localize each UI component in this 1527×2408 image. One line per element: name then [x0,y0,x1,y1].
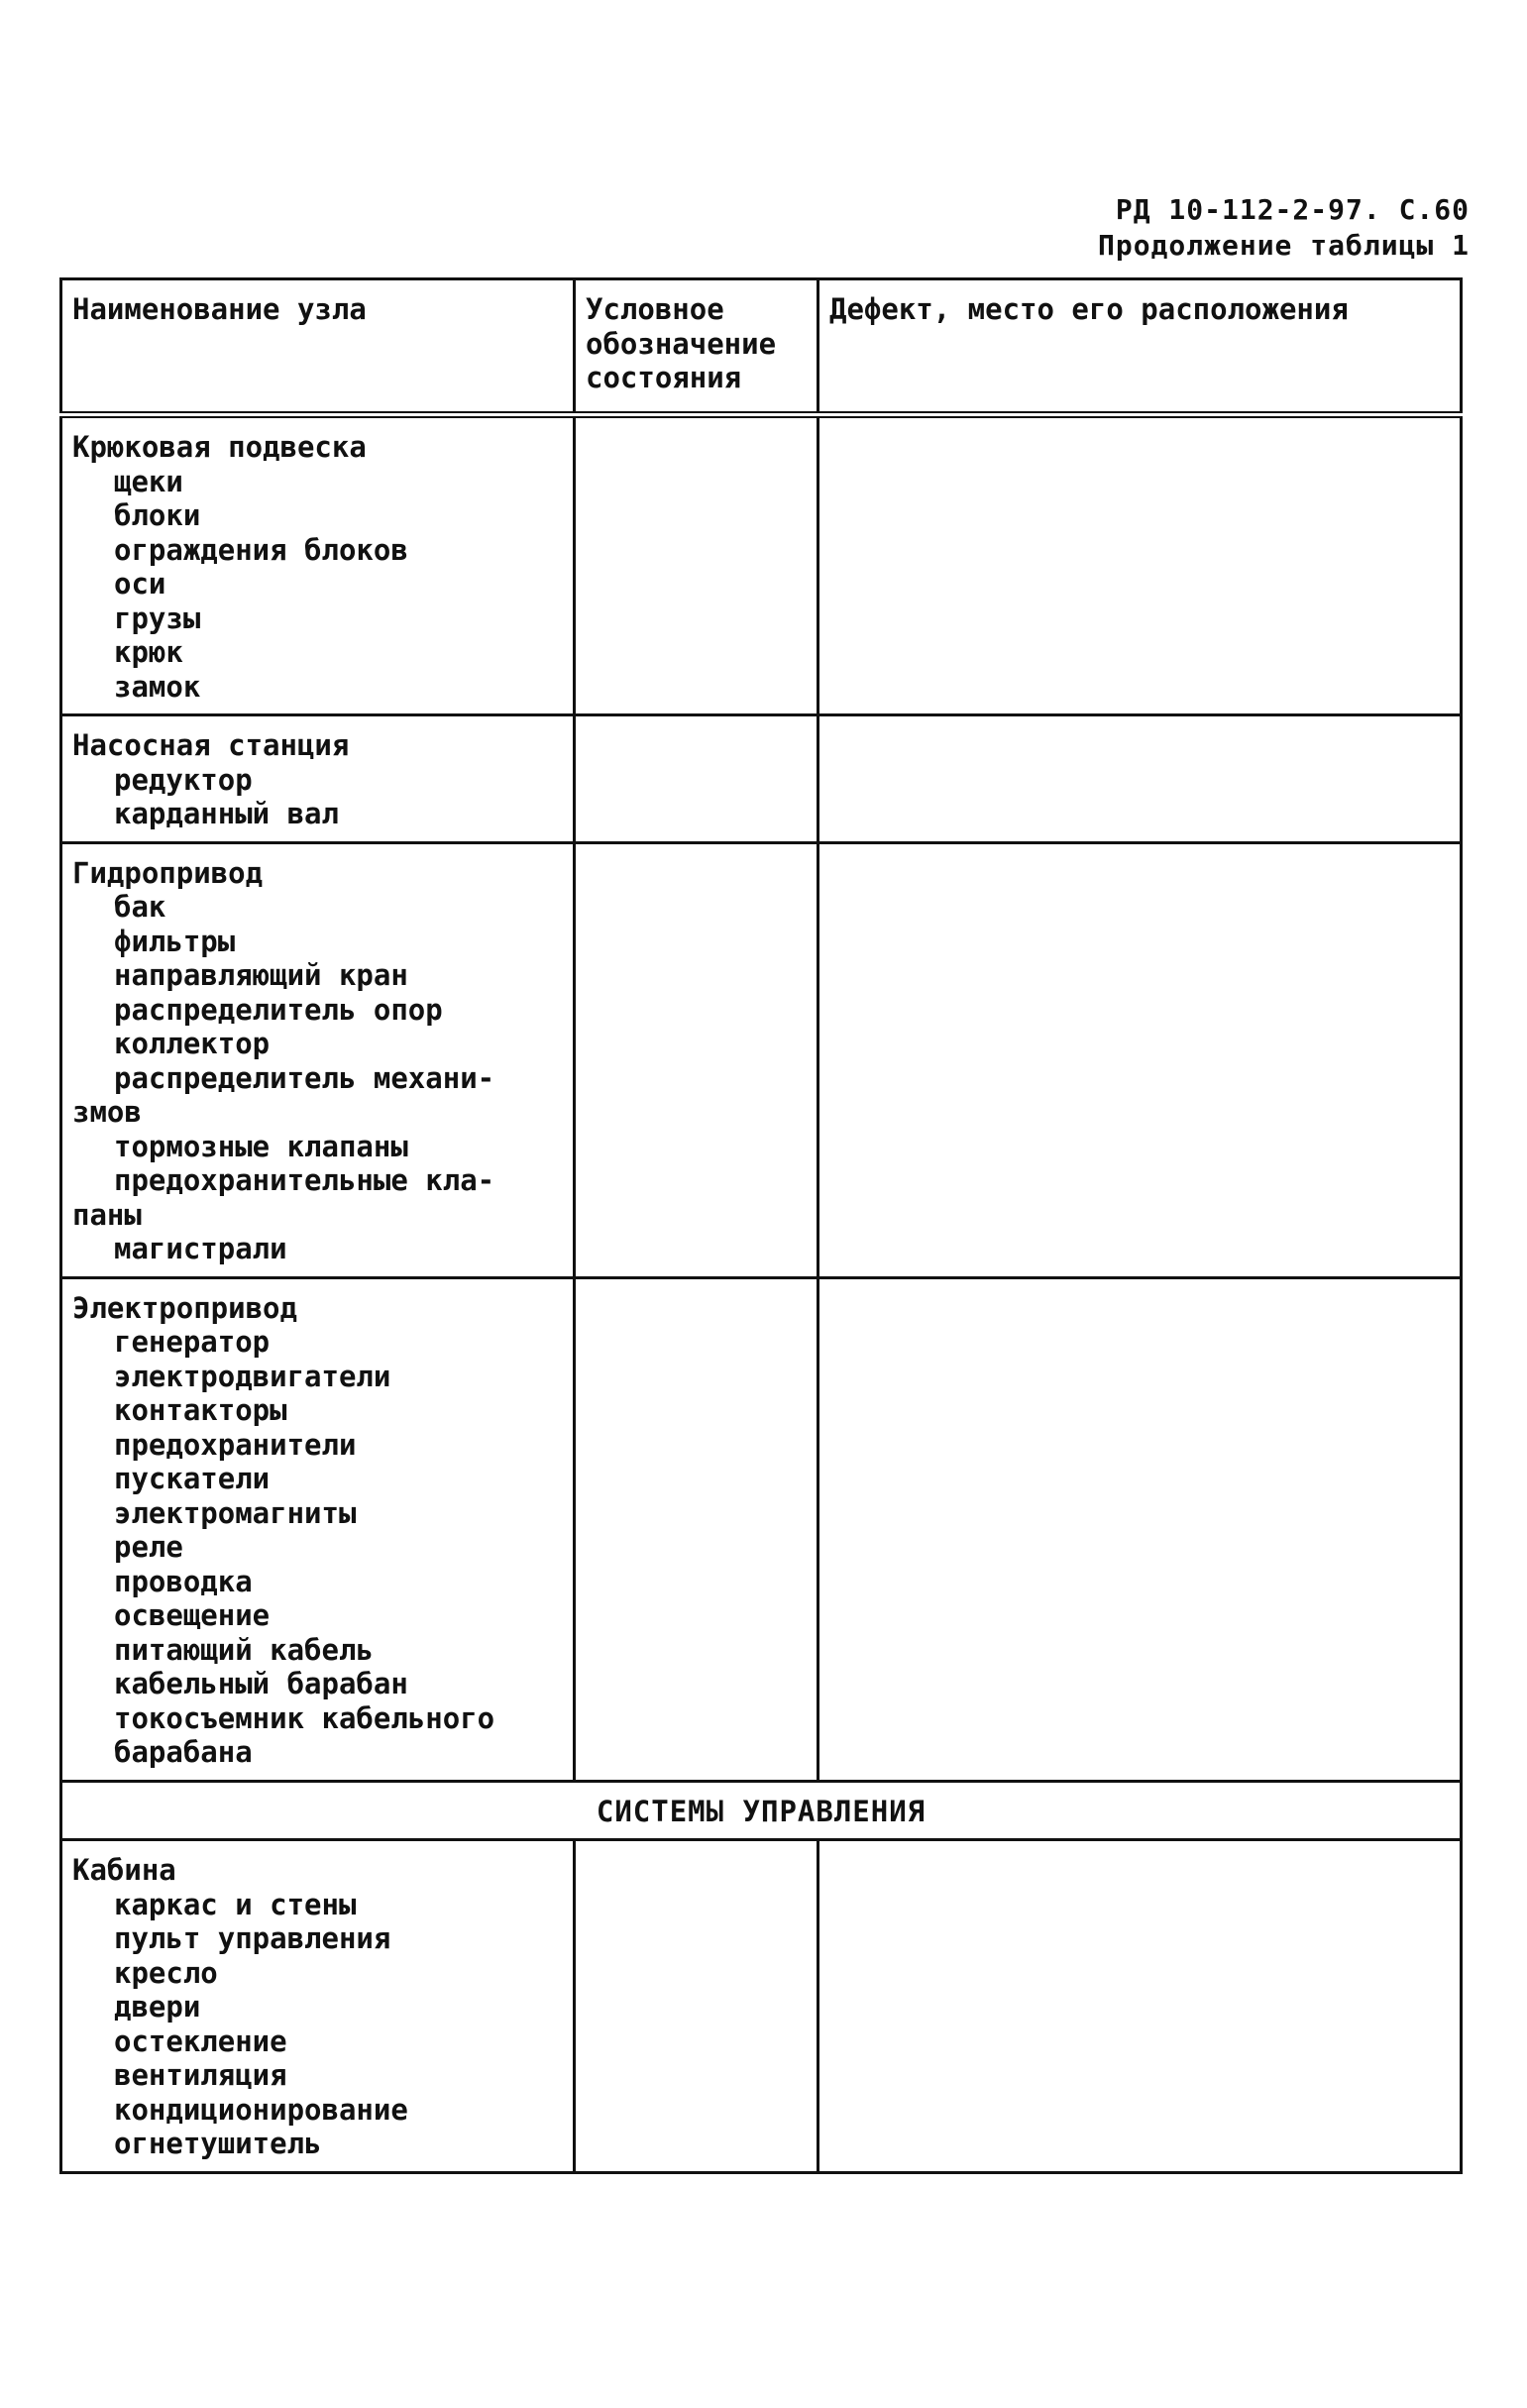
unit-cell [61,1840,575,2173]
unit-item: токосъемник кабельного [114,1700,495,1735]
unit-item: остекление [114,2024,287,2058]
unit-item: проводка [114,1564,253,1598]
unit-item: двери [114,1990,201,2024]
unit-item: пускатели [114,1462,271,1495]
unit-group-title: Крюковая подвеска [72,430,367,464]
unit-item: паны [72,1197,142,1232]
unit-item: фильтры [114,924,236,958]
unit-item: замок [114,669,201,704]
table-row [61,415,1462,715]
unit-item: магистрали [114,1232,287,1265]
unit-cell [61,1277,575,1781]
unit-item: генератор [114,1325,271,1359]
defect-location-cell [818,415,1462,715]
unit-item: электродвигатели [114,1359,391,1393]
unit-item: карданный вал [114,797,339,830]
unit-group-title: Насосная станция [72,728,350,762]
header-condition-code: Условное обозначение состояния [575,279,818,415]
unit-item: электромагниты [114,1495,357,1530]
unit-item: оси [114,567,166,601]
unit-item: освещение [114,1598,271,1632]
doc-reference: РД 10-112-2-97. С.60 [1115,193,1470,226]
unit-group-title: Кабина [72,1853,176,1887]
unit-item: реле [114,1530,183,1564]
unit-item: ограждения блоков [114,532,408,567]
unit-item: пульт управления [114,1921,391,1955]
unit-item: крюк [114,635,183,669]
table-row [61,1277,1462,1781]
unit-item: предохранительные кла- [114,1163,495,1197]
defects-table [59,277,1463,2174]
defect-location-cell [818,1840,1462,2173]
unit-item: редуктор [114,762,253,797]
unit-item: вентиляция [114,2058,287,2092]
unit-group-title: Гидропривод [72,855,264,890]
unit-item: грузы [114,601,201,635]
unit-item: распределитель опор [114,992,443,1027]
unit-cell [61,415,575,715]
unit-cell [61,842,575,1277]
unit-item: каркас и стены [114,1887,357,1921]
unit-group-title: Электропривод [72,1290,297,1325]
condition-code-cell [575,842,818,1277]
section-row [61,1781,1462,1840]
unit-item: питающий кабель [114,1632,374,1667]
unit-item: змов [72,1095,142,1129]
table-row [61,1840,1462,2173]
condition-code-cell [575,1277,818,1781]
table-header-row [61,279,1462,415]
table-body-control-systems [61,1840,1462,2173]
table-body-main [61,415,1462,1782]
unit-item: огнетушитель [114,2127,322,2160]
condition-code-cell [575,415,818,715]
page-header [875,192,1470,264]
table-continuation-note: Продолжение таблицы 1 [1097,229,1470,262]
unit-item: кабельный барабан [114,1667,408,1700]
unit-item: кондиционирование [114,2092,408,2127]
unit-item: направляющий кран [114,958,408,992]
defect-location-cell [818,715,1462,843]
unit-item: щеки [114,464,183,498]
header-defect-location: Дефект, место его расположения [818,279,1462,415]
unit-item: распределитель механи- [114,1060,495,1095]
defect-location-cell [818,1277,1462,1781]
defect-location-cell [818,842,1462,1277]
unit-item: тормозные клапаны [114,1129,408,1163]
table-row [61,842,1462,1277]
unit-item: кресло [114,1955,218,1990]
unit-item: коллектор [114,1027,271,1060]
unit-cell [61,715,575,843]
unit-item: блоки [114,498,201,532]
table-row [61,715,1462,843]
condition-code-cell [575,1840,818,2173]
unit-item: барабана [114,1735,253,1769]
condition-code-cell [575,715,818,843]
header-unit-name: Наименование узла [61,279,575,415]
unit-item: предохранители [114,1427,357,1462]
section-title: СИСТЕМЫ УПРАВЛЕНИЯ [61,1781,1462,1840]
unit-item: бак [114,890,166,924]
unit-item: контакторы [114,1393,287,1427]
